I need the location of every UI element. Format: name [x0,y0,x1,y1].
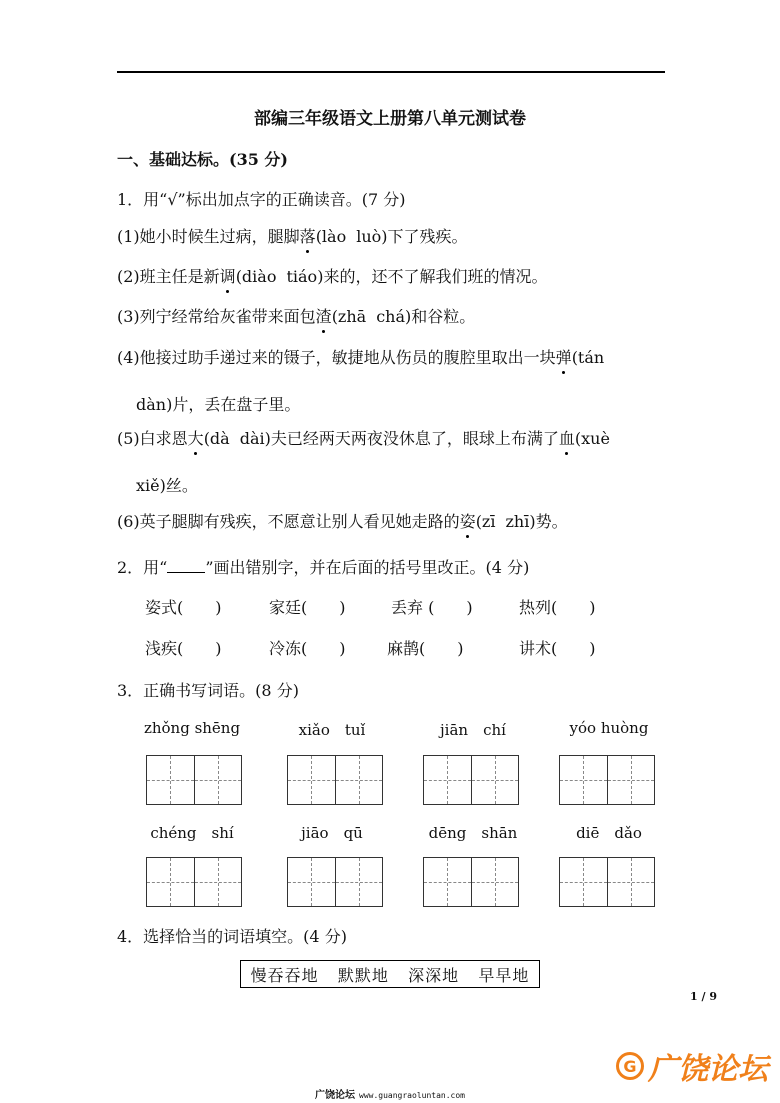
q1-item: (1)她小时候生过病，腿脚落(lào luò)下了残疾。 [117,224,468,247]
pinyin-label: chéng shí [150,824,234,842]
writing-grid[interactable] [146,857,242,907]
word-item: 麻鹊( ) [387,639,464,658]
writing-grid[interactable] [559,755,655,805]
q4-heading: 4．选择恰当的词语填空。(4 分) [117,927,347,946]
pinyin-label: xiǎo tuǐ [298,721,366,739]
q1-item: (5)白求恩大(dà dài)夫已经两天两夜没休息了，眼球上布满了血(xuè [117,426,610,449]
q1-item-continued: dàn)片，丢在盘子里。 [136,395,301,414]
underline-blank [167,560,205,573]
site-logo [616,1044,768,1088]
writing-grid[interactable] [146,755,242,805]
page-number: 1 / 9 [690,990,717,1003]
footer-url: www.guangraoluntan.com [359,1091,465,1100]
q1-item-continued: xiě)丝。 [136,476,198,495]
writing-grid[interactable] [559,857,655,907]
pinyin-label: jiāo qū [301,824,363,842]
pinyin-label: yóo huòng [569,719,649,737]
writing-grid[interactable] [423,857,519,907]
q1-item: (3)列宁经常给灰雀带来面包渣(zhā chá)和谷粒。 [117,304,475,327]
word-bank [240,960,540,988]
footer-name: 广饶论坛 [315,1090,356,1101]
section-heading: 一、基础达标。(35 分) [117,150,288,169]
pinyin-label: zhǒng shēng [143,719,241,737]
word-item: 热列( ) [519,598,596,617]
pinyin-label: diē dǎo [576,824,642,842]
writing-grid[interactable] [423,755,519,805]
word-item: 冷冻( ) [269,639,346,658]
logo-icon: G [616,1052,644,1080]
word-item: 讲术( ) [519,639,596,658]
word-item: 丢弃 ( ) [391,598,473,617]
q3-heading: 3．正确书写词语。(8 分) [117,681,299,700]
word-bank-item: 深深地 [408,965,460,985]
writing-grid[interactable] [287,755,383,805]
word-bank-item: 慢吞吞地 [250,965,319,985]
word-item: 浅疾( ) [145,639,222,658]
word-bank-item: 早早地 [478,965,530,985]
q1-item: (6)英子腿脚有残疾，不愿意让别人看见她走路的姿(zī zhī)势。 [117,509,568,532]
word-bank-item: 默默地 [337,965,389,985]
top-rule [117,71,665,73]
q1-heading: 1．用“√”标出加点字的正确读音。(7 分) [117,190,406,209]
writing-grid[interactable] [287,857,383,907]
word-item: 家廷( ) [269,598,346,617]
word-item: 姿式( ) [145,598,222,617]
pinyin-label: jiān chí [440,721,506,739]
page-title: 部编三年级语文上册第八单元测试卷 [254,109,526,129]
footer [0,1086,780,1101]
q2-heading: 2．用“ ”画出错别字，并在后面的括号里改正。(4 分) [117,558,530,577]
logo-text: 广饶论坛 [648,1052,768,1087]
pinyin-label: dēng shān [428,824,518,842]
q1-item: (4)他接过助手递过来的镊子，敏捷地从伤员的腹腔里取出一块弹(tán [117,345,604,368]
q1-item: (2)班主任是新调(diào tiáo)来的，还不了解我们班的情况。 [117,264,547,287]
